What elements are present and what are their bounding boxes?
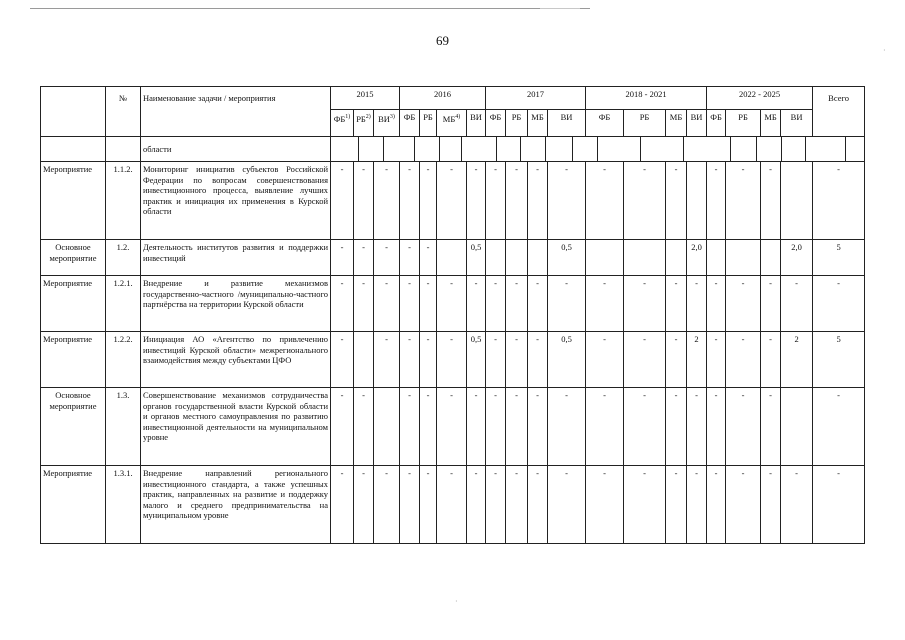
subheader-мб: МБ$^{4)}$ bbox=[437, 110, 467, 137]
funding-value: - bbox=[528, 162, 548, 240]
activity-type: Мероприятие bbox=[41, 332, 106, 388]
continuation-values bbox=[331, 137, 865, 162]
funding-value: - bbox=[486, 388, 506, 466]
funding-value: - bbox=[467, 388, 486, 466]
funding-value: - bbox=[761, 162, 781, 240]
funding-value: - bbox=[586, 388, 624, 466]
funding-value: - bbox=[486, 466, 506, 544]
funding-value: - bbox=[666, 162, 687, 240]
funding-value: - bbox=[761, 332, 781, 388]
funding-value bbox=[354, 332, 374, 388]
funding-value: - bbox=[707, 162, 726, 240]
program-activities-table bbox=[40, 86, 865, 544]
continuation-text: области bbox=[141, 137, 331, 162]
funding-value: 0,5 bbox=[467, 240, 486, 276]
funding-value: - bbox=[781, 276, 813, 332]
continuation-value-cell bbox=[415, 137, 440, 161]
funding-value: - bbox=[666, 388, 687, 466]
funding-value: - bbox=[707, 466, 726, 544]
funding-value bbox=[781, 388, 813, 466]
continuation-value-cell bbox=[731, 137, 757, 161]
funding-value: - bbox=[687, 276, 707, 332]
funding-value: - bbox=[624, 466, 666, 544]
funding-value: - bbox=[331, 162, 354, 240]
subheader-ви: ВИ bbox=[781, 110, 813, 137]
continuation-value-cell bbox=[331, 137, 359, 161]
funding-value: - bbox=[400, 276, 420, 332]
funding-value: - bbox=[506, 276, 528, 332]
funding-value: - bbox=[666, 332, 687, 388]
header-year-2018-2021: 2018 - 2021 bbox=[586, 87, 707, 110]
continuation-value-cell bbox=[846, 137, 865, 161]
header-year-2017: 2017 bbox=[486, 87, 586, 110]
funding-value bbox=[761, 240, 781, 276]
activity-name: Мониторинг инициатив субъектов Российской Федерации по вопросам совершенствования инвестиционного процесса, выявление лучших практик и инициация их применения в Курской области bbox=[141, 162, 331, 240]
activity-number: 1.3. bbox=[106, 388, 141, 466]
funding-value: - bbox=[707, 276, 726, 332]
table-row bbox=[41, 466, 865, 544]
funding-value bbox=[586, 240, 624, 276]
subheader-мб: МБ bbox=[666, 110, 687, 137]
table-row bbox=[41, 332, 865, 388]
funding-value bbox=[506, 240, 528, 276]
funding-value: - bbox=[374, 240, 400, 276]
funding-value: - bbox=[761, 388, 781, 466]
total-value: - bbox=[813, 162, 865, 240]
subheader-ви: ВИ bbox=[467, 110, 486, 137]
funding-value: - bbox=[726, 162, 761, 240]
funding-value: 2,0 bbox=[781, 240, 813, 276]
funding-value: - bbox=[331, 276, 354, 332]
funding-value: 0,5 bbox=[548, 240, 586, 276]
funding-value: - bbox=[420, 466, 437, 544]
funding-value: - bbox=[624, 162, 666, 240]
continuation-value-cell bbox=[573, 137, 598, 161]
funding-value bbox=[528, 240, 548, 276]
funding-value bbox=[707, 240, 726, 276]
funding-value: - bbox=[781, 466, 813, 544]
funding-value: - bbox=[331, 332, 354, 388]
funding-value: - bbox=[528, 466, 548, 544]
activity-type: Основное мероприятие bbox=[41, 240, 106, 276]
continuation-value-cell bbox=[641, 137, 684, 161]
funding-value: - bbox=[420, 162, 437, 240]
continuation-num bbox=[106, 137, 141, 162]
activity-name: Совершенствование механизмов сотрудничества органов государственной власти Курской области и органов местного самоуправления по развитию инвестиционной деятельности на муниципальном уровне bbox=[141, 388, 331, 466]
funding-value: - bbox=[707, 388, 726, 466]
continuation-row bbox=[41, 137, 865, 162]
header-row bbox=[41, 87, 865, 110]
subheader-рб: РБ bbox=[726, 110, 761, 137]
funding-value: - bbox=[467, 162, 486, 240]
subheader-рб: РБ$^{2)}$ bbox=[354, 110, 374, 137]
funding-value bbox=[624, 240, 666, 276]
funding-value: - bbox=[486, 162, 506, 240]
total-value: - bbox=[813, 276, 865, 332]
funding-value: - bbox=[707, 332, 726, 388]
funding-value: - bbox=[400, 388, 420, 466]
continuation-value-cell bbox=[546, 137, 573, 161]
funding-value: - bbox=[331, 466, 354, 544]
funding-value: - bbox=[528, 388, 548, 466]
funding-value: - bbox=[331, 388, 354, 466]
funding-value: - bbox=[687, 388, 707, 466]
continuation-type bbox=[41, 137, 106, 162]
continuation-value-cell bbox=[359, 137, 384, 161]
total-value: - bbox=[813, 466, 865, 544]
funding-value: - bbox=[624, 332, 666, 388]
subheader-ви: ВИ bbox=[687, 110, 707, 137]
header-year-2015: 2015 bbox=[331, 87, 400, 110]
funding-value: - bbox=[354, 466, 374, 544]
funding-value: - bbox=[726, 332, 761, 388]
scan-speck: · bbox=[455, 597, 458, 606]
activity-number: 1.2. bbox=[106, 240, 141, 276]
funding-value: - bbox=[400, 466, 420, 544]
subheader-фб: ФБ$^{1)}$ bbox=[331, 110, 354, 137]
funding-value bbox=[486, 240, 506, 276]
funding-value: - bbox=[420, 388, 437, 466]
activity-type: Мероприятие bbox=[41, 466, 106, 544]
activity-name: Деятельность институтов развития и поддержки инвестиций bbox=[141, 240, 331, 276]
funding-value: - bbox=[528, 276, 548, 332]
funding-value: - bbox=[486, 332, 506, 388]
scan-top-line bbox=[30, 8, 590, 9]
funding-value: - bbox=[420, 240, 437, 276]
funding-value: - bbox=[506, 162, 528, 240]
funding-value: 2 bbox=[687, 332, 707, 388]
funding-value: - bbox=[354, 162, 374, 240]
funding-value: - bbox=[586, 276, 624, 332]
funding-value: - bbox=[506, 466, 528, 544]
continuation-value-cell bbox=[684, 137, 731, 161]
scan-top-line-faint bbox=[540, 8, 580, 9]
funding-value: - bbox=[726, 388, 761, 466]
funding-value: - bbox=[586, 162, 624, 240]
header-total: Всего bbox=[813, 87, 865, 137]
funding-value: - bbox=[437, 332, 467, 388]
funding-value: - bbox=[354, 388, 374, 466]
funding-value: - bbox=[331, 240, 354, 276]
funding-value: - bbox=[624, 388, 666, 466]
funding-value: - bbox=[761, 466, 781, 544]
funding-value: 2 bbox=[781, 332, 813, 388]
activity-type: Основное мероприятие bbox=[41, 388, 106, 466]
header-type-cell bbox=[41, 87, 106, 137]
funding-value: - bbox=[726, 276, 761, 332]
funding-value: - bbox=[437, 162, 467, 240]
funding-value: - bbox=[374, 276, 400, 332]
subheader-рб: РБ bbox=[506, 110, 528, 137]
funding-value bbox=[726, 240, 761, 276]
header-number: № bbox=[106, 87, 141, 137]
funding-value: - bbox=[400, 162, 420, 240]
funding-value bbox=[781, 162, 813, 240]
activity-name: Внедрение и развитие механизмов государственно-частного /муниципально-частного партнёрства на территории Курской области bbox=[141, 276, 331, 332]
funding-value: - bbox=[548, 276, 586, 332]
funding-value: - bbox=[374, 162, 400, 240]
funding-value: - bbox=[761, 276, 781, 332]
funding-value: - bbox=[354, 240, 374, 276]
funding-value: - bbox=[467, 276, 486, 332]
continuation-value-cell bbox=[521, 137, 546, 161]
table-row bbox=[41, 388, 865, 466]
funding-value: - bbox=[467, 466, 486, 544]
funding-value: 0,5 bbox=[548, 332, 586, 388]
funding-value: - bbox=[687, 466, 707, 544]
subheader-мб: МБ bbox=[761, 110, 781, 137]
total-value: 5 bbox=[813, 332, 865, 388]
subheader-фб: ФБ bbox=[586, 110, 624, 137]
funding-value: - bbox=[586, 332, 624, 388]
funding-value: - bbox=[400, 240, 420, 276]
funding-value: - bbox=[437, 466, 467, 544]
funding-value: - bbox=[624, 276, 666, 332]
continuation-value-cell bbox=[497, 137, 521, 161]
page-number: 69 bbox=[436, 33, 449, 48]
funding-value: - bbox=[666, 276, 687, 332]
funding-value: - bbox=[374, 466, 400, 544]
funding-value: - bbox=[666, 466, 687, 544]
total-value: - bbox=[813, 388, 865, 466]
activity-number: 1.1.2. bbox=[106, 162, 141, 240]
funding-value: - bbox=[437, 276, 467, 332]
activity-number: 1.3.1. bbox=[106, 466, 141, 544]
funding-value bbox=[374, 388, 400, 466]
funding-value: 2,0 bbox=[687, 240, 707, 276]
subheader-мб: МБ bbox=[528, 110, 548, 137]
activity-number: 1.2.1. bbox=[106, 276, 141, 332]
subheader-фб: ФБ bbox=[707, 110, 726, 137]
continuation-value-cell bbox=[757, 137, 782, 161]
continuation-value-cell bbox=[440, 137, 462, 161]
continuation-value-cell bbox=[462, 137, 497, 161]
table-row bbox=[41, 276, 865, 332]
activity-type: Мероприятие bbox=[41, 162, 106, 240]
funding-value: - bbox=[548, 388, 586, 466]
table-row bbox=[41, 240, 865, 276]
funding-value: 0,5 bbox=[467, 332, 486, 388]
subheader-ви: ВИ bbox=[548, 110, 586, 137]
funding-value: - bbox=[420, 332, 437, 388]
funding-value: - bbox=[486, 276, 506, 332]
subheader-рб: РБ bbox=[624, 110, 666, 137]
continuation-value-cell bbox=[782, 137, 806, 161]
funding-value bbox=[687, 162, 707, 240]
funding-value: - bbox=[420, 276, 437, 332]
subheader-рб: РБ bbox=[420, 110, 437, 137]
header-year-2016: 2016 bbox=[400, 87, 486, 110]
subheader-ви: ВИ$^{3)}$ bbox=[374, 110, 400, 137]
funding-value: - bbox=[400, 332, 420, 388]
header-name: Наименование задачи / мероприятия bbox=[141, 87, 331, 137]
continuation-value-cell bbox=[806, 137, 846, 161]
funding-value: - bbox=[726, 466, 761, 544]
funding-value: - bbox=[528, 332, 548, 388]
activity-name: Внедрение направлений регионального инвестиционного стандарта, а также успешных практик, направленных на развитие и поддержку малого и среднего предпринимательства на муниципальном уровне bbox=[141, 466, 331, 544]
activity-name: Инициация АО «Агентство по привлечению инвестиций Курской области» межрегионального взаимодействия между субъектами ЦФО bbox=[141, 332, 331, 388]
subheader-фб: ФБ bbox=[486, 110, 506, 137]
subheader-фб: ФБ bbox=[400, 110, 420, 137]
funding-value: - bbox=[437, 388, 467, 466]
funding-value: - bbox=[548, 466, 586, 544]
continuation-value-cell bbox=[598, 137, 641, 161]
funding-value: - bbox=[374, 332, 400, 388]
funding-value: - bbox=[506, 388, 528, 466]
funding-value bbox=[666, 240, 687, 276]
funding-value bbox=[437, 240, 467, 276]
scan-speck: · bbox=[883, 46, 886, 55]
table-row bbox=[41, 162, 865, 240]
funding-value: - bbox=[548, 162, 586, 240]
funding-value: - bbox=[506, 332, 528, 388]
activity-number: 1.2.2. bbox=[106, 332, 141, 388]
continuation-value-cell bbox=[384, 137, 415, 161]
activity-type: Мероприятие bbox=[41, 276, 106, 332]
header-year-2022-2025: 2022 - 2025 bbox=[707, 87, 813, 110]
funding-value: - bbox=[354, 276, 374, 332]
funding-value: - bbox=[586, 466, 624, 544]
total-value: 5 bbox=[813, 240, 865, 276]
